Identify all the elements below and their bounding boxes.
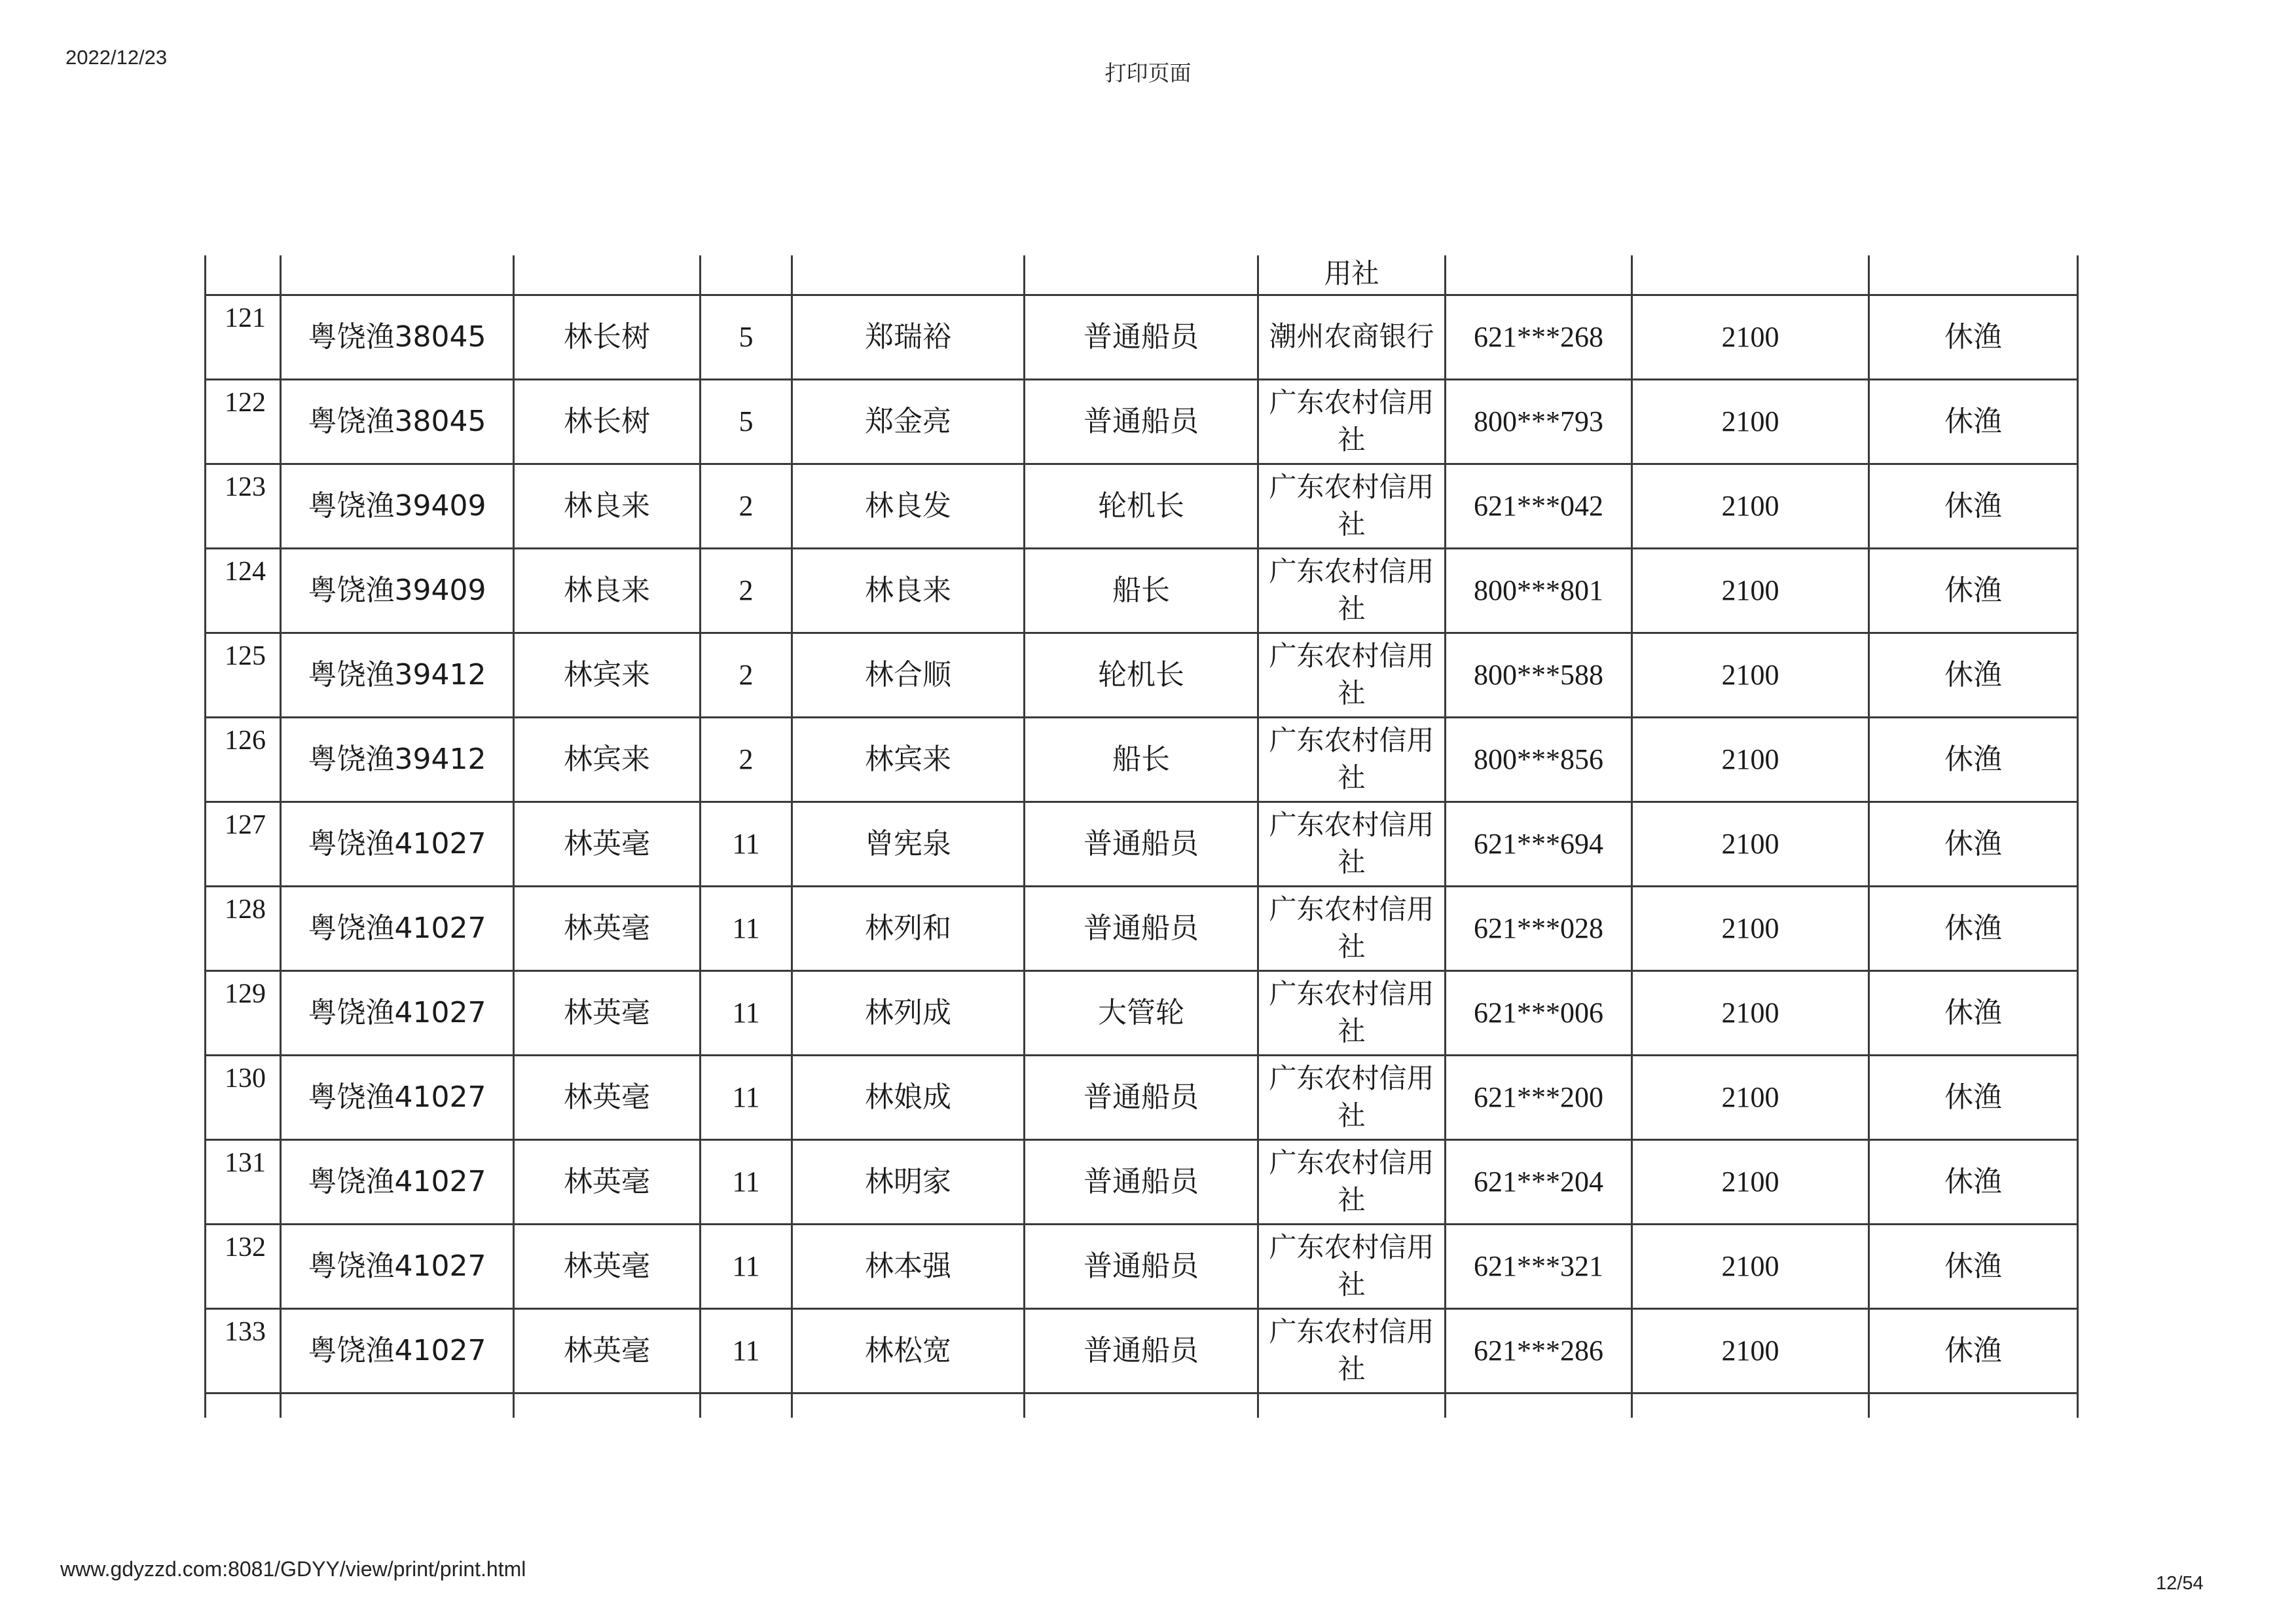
owner-cell: 林良来 — [514, 464, 701, 548]
row-number-cell: 125 — [206, 633, 281, 717]
account-cell: 621***042 — [1446, 464, 1632, 548]
crew-count-cell: 11 — [701, 886, 792, 970]
crew-count-cell: 5 — [701, 295, 792, 379]
table-row — [206, 1139, 2078, 1224]
crew-name-cell: 郑瑞裕 — [792, 295, 1025, 379]
status-cell: 休渔 — [1869, 464, 2078, 548]
bank-cell: 广东农村信用社 — [1258, 464, 1446, 548]
crew-count-cell: 2 — [701, 633, 792, 717]
boat-number-cell: 粤饶渔41027 — [281, 970, 514, 1055]
bank-cell: 广东农村信用社 — [1258, 548, 1446, 633]
subsidy-table — [204, 255, 2077, 1418]
crew-count-cell: 11 — [701, 1139, 792, 1224]
row-number-cell: 128 — [206, 886, 281, 970]
crew-count-cell: 11 — [701, 1055, 792, 1139]
table-row — [206, 464, 2078, 548]
cell — [792, 1393, 1025, 1418]
cell — [1446, 255, 1632, 295]
row-number-cell: 131 — [206, 1139, 281, 1224]
amount-cell: 2100 — [1632, 633, 1869, 717]
owner-cell: 林英毫 — [514, 886, 701, 970]
print-date: 2022/12/23 — [65, 46, 168, 69]
bank-cell: 广东农村信用社 — [1258, 717, 1446, 802]
row-number-cell: 123 — [206, 464, 281, 548]
amount-cell: 2100 — [1632, 802, 1869, 886]
status-cell: 休渔 — [1869, 633, 2078, 717]
account-cell: 621***321 — [1446, 1224, 1632, 1308]
boat-number-cell: 粤饶渔38045 — [281, 295, 514, 379]
boat-number-cell: 粤饶渔41027 — [281, 1308, 514, 1393]
amount-cell: 2100 — [1632, 886, 1869, 970]
bank-cell: 广东农村信用社 — [1258, 379, 1446, 464]
crew-name-cell: 林娘成 — [792, 1055, 1025, 1139]
crew-name-cell: 林合顺 — [792, 633, 1025, 717]
crew-count-cell: 5 — [701, 379, 792, 464]
page-url: www.gdyzzd.com:8081/GDYY/view/print/print.html — [60, 1557, 526, 1581]
status-cell: 休渔 — [1869, 886, 2078, 970]
boat-number-cell: 粤饶渔39412 — [281, 633, 514, 717]
row-number-cell: 130 — [206, 1055, 281, 1139]
crew-name-cell: 郑金亮 — [792, 379, 1025, 464]
boat-number-cell: 粤饶渔41027 — [281, 802, 514, 886]
account-cell: 800***801 — [1446, 548, 1632, 633]
cell — [1869, 255, 2078, 295]
crew-name-cell: 林松宽 — [792, 1308, 1025, 1393]
status-cell: 休渔 — [1869, 1055, 2078, 1139]
amount-cell: 2100 — [1632, 464, 1869, 548]
bank-cell: 广东农村信用社 — [1258, 1224, 1446, 1308]
cell — [514, 255, 701, 295]
status-cell: 休渔 — [1869, 379, 2078, 464]
crew-count-cell: 2 — [701, 548, 792, 633]
row-number-cell: 122 — [206, 379, 281, 464]
table-row — [206, 379, 2078, 464]
row-number-cell: 124 — [206, 548, 281, 633]
cell — [1632, 1393, 1869, 1418]
cell — [206, 255, 281, 295]
table-row — [206, 802, 2078, 886]
cell — [1446, 1393, 1632, 1418]
account-cell: 621***286 — [1446, 1308, 1632, 1393]
crew-count-cell: 11 — [701, 1308, 792, 1393]
continued-row — [206, 1393, 2078, 1418]
boat-number-cell: 粤饶渔39409 — [281, 548, 514, 633]
position-cell: 轮机长 — [1025, 464, 1258, 548]
account-cell: 800***856 — [1446, 717, 1632, 802]
amount-cell: 2100 — [1632, 1308, 1869, 1393]
crew-name-cell: 林良发 — [792, 464, 1025, 548]
position-cell: 普通船员 — [1025, 1055, 1258, 1139]
account-cell: 621***204 — [1446, 1139, 1632, 1224]
table-row — [206, 1224, 2078, 1308]
page-number: 12/54 — [2156, 1573, 2204, 1594]
cell — [281, 255, 514, 295]
position-cell: 普通船员 — [1025, 1308, 1258, 1393]
position-cell: 普通船员 — [1025, 379, 1258, 464]
owner-cell: 林英毫 — [514, 1224, 701, 1308]
crew-count-cell: 11 — [701, 1224, 792, 1308]
status-cell: 休渔 — [1869, 548, 2078, 633]
row-number-cell: 127 — [206, 802, 281, 886]
cell — [701, 255, 792, 295]
owner-cell: 林长树 — [514, 295, 701, 379]
boat-number-cell: 粤饶渔39409 — [281, 464, 514, 548]
status-cell: 休渔 — [1869, 1139, 2078, 1224]
row-number-cell: 133 — [206, 1308, 281, 1393]
cell — [514, 1393, 701, 1418]
cell — [1258, 1393, 1446, 1418]
status-cell: 休渔 — [1869, 1308, 2078, 1393]
table-row — [206, 886, 2078, 970]
account-cell: 800***793 — [1446, 379, 1632, 464]
crew-count-cell: 2 — [701, 464, 792, 548]
status-cell: 休渔 — [1869, 802, 2078, 886]
position-cell: 普通船员 — [1025, 1224, 1258, 1308]
table-row — [206, 633, 2078, 717]
crew-count-cell: 11 — [701, 802, 792, 886]
owner-cell: 林英毫 — [514, 802, 701, 886]
status-cell: 休渔 — [1869, 295, 2078, 379]
account-cell: 621***268 — [1446, 295, 1632, 379]
account-cell: 800***588 — [1446, 633, 1632, 717]
cell — [281, 1393, 514, 1418]
owner-cell: 林长树 — [514, 379, 701, 464]
boat-number-cell: 粤饶渔41027 — [281, 1224, 514, 1308]
bank-cell: 广东农村信用社 — [1258, 633, 1446, 717]
table-row — [206, 1055, 2078, 1139]
account-cell: 621***694 — [1446, 802, 1632, 886]
crew-name-cell: 林宾来 — [792, 717, 1025, 802]
boat-number-cell: 粤饶渔41027 — [281, 886, 514, 970]
owner-cell: 林英毫 — [514, 1308, 701, 1393]
continued-row — [206, 255, 2078, 295]
amount-cell: 2100 — [1632, 548, 1869, 633]
position-cell: 普通船员 — [1025, 802, 1258, 886]
amount-cell: 2100 — [1632, 379, 1869, 464]
bank-cell: 广东农村信用社 — [1258, 886, 1446, 970]
position-cell: 普通船员 — [1025, 886, 1258, 970]
crew-name-cell: 林良来 — [792, 548, 1025, 633]
crew-name-cell: 曾宪泉 — [792, 802, 1025, 886]
crew-table — [204, 255, 2079, 1418]
row-number-cell: 132 — [206, 1224, 281, 1308]
amount-cell: 2100 — [1632, 970, 1869, 1055]
bank-cell: 广东农村信用社 — [1258, 1055, 1446, 1139]
boat-number-cell: 粤饶渔39412 — [281, 717, 514, 802]
cell — [1632, 255, 1869, 295]
table-row — [206, 1308, 2078, 1393]
cell — [701, 1393, 792, 1418]
position-cell: 普通船员 — [1025, 295, 1258, 379]
status-cell: 休渔 — [1869, 717, 2078, 802]
owner-cell: 林英毫 — [514, 970, 701, 1055]
crew-name-cell: 林列和 — [792, 886, 1025, 970]
table-row — [206, 548, 2078, 633]
owner-cell: 林英毫 — [514, 1055, 701, 1139]
crew-name-cell: 林本强 — [792, 1224, 1025, 1308]
position-cell: 轮机长 — [1025, 633, 1258, 717]
crew-name-cell: 林列成 — [792, 970, 1025, 1055]
owner-cell: 林英毫 — [514, 1139, 701, 1224]
position-cell: 普通船员 — [1025, 1139, 1258, 1224]
cell — [206, 1393, 281, 1418]
crew-count-cell: 2 — [701, 717, 792, 802]
bank-cell: 广东农村信用社 — [1258, 1139, 1446, 1224]
position-cell: 大管轮 — [1025, 970, 1258, 1055]
cell — [1025, 255, 1258, 295]
status-cell: 休渔 — [1869, 970, 2078, 1055]
table-row — [206, 295, 2078, 379]
page-title: 打印页面 — [1104, 60, 1192, 86]
row-number-cell: 126 — [206, 717, 281, 802]
crew-name-cell: 林明家 — [792, 1139, 1025, 1224]
bank-cell: 用社 — [1258, 255, 1446, 295]
cell — [792, 255, 1025, 295]
amount-cell: 2100 — [1632, 717, 1869, 802]
boat-number-cell: 粤饶渔38045 — [281, 379, 514, 464]
cell — [1025, 1393, 1258, 1418]
amount-cell: 2100 — [1632, 295, 1869, 379]
crew-count-cell: 11 — [701, 970, 792, 1055]
position-cell: 船长 — [1025, 717, 1258, 802]
status-cell: 休渔 — [1869, 1224, 2078, 1308]
account-cell: 621***006 — [1446, 970, 1632, 1055]
bank-cell: 潮州农商银行 — [1258, 295, 1446, 379]
amount-cell: 2100 — [1632, 1055, 1869, 1139]
bank-cell: 广东农村信用社 — [1258, 970, 1446, 1055]
boat-number-cell: 粤饶渔41027 — [281, 1055, 514, 1139]
boat-number-cell: 粤饶渔41027 — [281, 1139, 514, 1224]
owner-cell: 林良来 — [514, 548, 701, 633]
account-cell: 621***028 — [1446, 886, 1632, 970]
position-cell: 船长 — [1025, 548, 1258, 633]
table-row — [206, 717, 2078, 802]
bank-cell: 广东农村信用社 — [1258, 1308, 1446, 1393]
owner-cell: 林宾来 — [514, 717, 701, 802]
cell — [1869, 1393, 2078, 1418]
account-cell: 621***200 — [1446, 1055, 1632, 1139]
amount-cell: 2100 — [1632, 1224, 1869, 1308]
bank-cell: 广东农村信用社 — [1258, 802, 1446, 886]
row-number-cell: 129 — [206, 970, 281, 1055]
row-number-cell: 121 — [206, 295, 281, 379]
table-row — [206, 970, 2078, 1055]
owner-cell: 林宾来 — [514, 633, 701, 717]
amount-cell: 2100 — [1632, 1139, 1869, 1224]
